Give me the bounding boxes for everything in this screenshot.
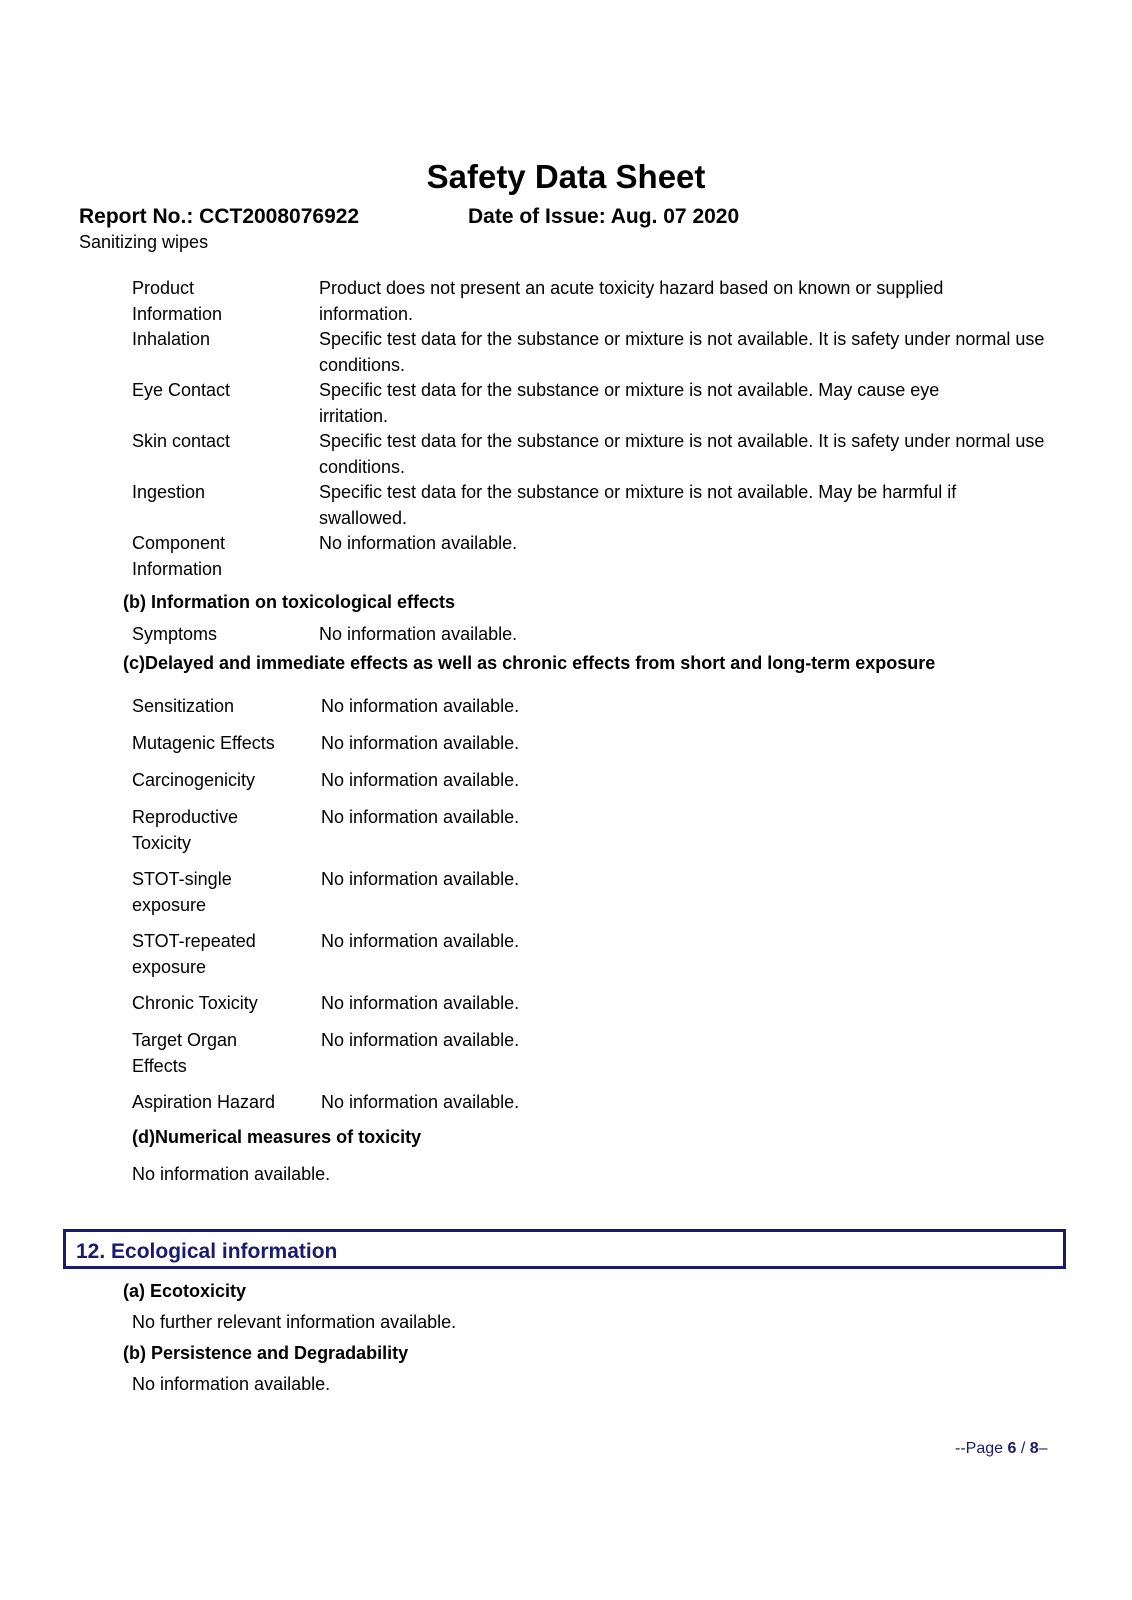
row-label: Eye Contact — [132, 380, 231, 400]
row-label: Carcinogenicity — [132, 770, 256, 790]
persistence-heading: (b) Persistence and Degradability — [123, 1343, 409, 1363]
row-value: No information available. — [319, 533, 518, 553]
row-label: Sensitization — [132, 696, 235, 716]
row-label: Chronic Toxicity — [132, 993, 258, 1013]
report-number: Report No.: CCT2008076922 — [79, 205, 360, 228]
chronic-effects-heading: (c)Delayed and immediate effects as well as chronic effects from short and long-term exposure — [123, 653, 936, 673]
page-total: 8 — [1029, 1440, 1039, 1457]
row-value: No information available. — [321, 1030, 520, 1050]
row-value: No information available. — [321, 931, 520, 951]
numerical-measures-heading: (d)Numerical measures of toxicity — [132, 1127, 422, 1147]
row-value: No information available. — [321, 770, 520, 790]
row-value: Specific test data for the substance or mixture is not available. It is safety under normal use conditions. — [319, 431, 1045, 477]
row-value: No information available. — [321, 807, 520, 827]
row-value: Product does not present an acute toxicity hazard based on known or supplied information. — [319, 278, 944, 324]
row-label: Ingestion — [132, 482, 206, 502]
row-value: No information available. — [321, 696, 520, 716]
row-value: No information available. — [321, 733, 520, 753]
row-label: Aspiration Hazard — [132, 1092, 276, 1112]
row-value: Specific test data for the substance or mixture is not available. May be harmful if swallowed. — [319, 482, 957, 528]
ecotoxicity-heading: (a) Ecotoxicity — [123, 1281, 247, 1301]
row-label: Target Organ Effects — [132, 1030, 238, 1076]
row-label: Reproductive Toxicity — [132, 807, 239, 853]
section-12-header — [63, 1229, 1066, 1269]
row-value: No information available. — [319, 624, 518, 644]
product-name: Sanitizing wipes — [79, 232, 209, 252]
page-footer — [955, 1440, 1048, 1458]
row-label: Skin contact — [132, 431, 231, 451]
row-label: Inhalation — [132, 329, 211, 349]
row-value: No information available. — [321, 869, 520, 889]
section-12-title: 12. Ecological information — [76, 1240, 338, 1263]
row-label: Symptoms — [132, 624, 218, 644]
row-label: Mutagenic Effects — [132, 733, 275, 753]
row-value: No information available. — [321, 1092, 520, 1112]
persistence-text: No information available. — [132, 1374, 331, 1394]
toxicological-effects-heading: (b) Information on toxicological effects — [123, 592, 456, 612]
row-value: No information available. — [321, 993, 520, 1013]
row-value: Specific test data for the substance or mixture is not available. May cause eye irritation. — [319, 380, 940, 426]
page-suffix: – — [1038, 1440, 1048, 1457]
row-value: Specific test data for the substance or mixture is not available. It is safety under normal use conditions. — [319, 329, 1045, 375]
ecotoxicity-text: No further relevant information available. — [132, 1312, 457, 1332]
page-prefix: --Page — [955, 1440, 1008, 1457]
date-of-issue: Date of Issue: Aug. 07 2020 — [468, 205, 740, 228]
page-separator: / — [1016, 1440, 1030, 1457]
document-title: Safety Data Sheet — [426, 158, 706, 195]
row-label: STOT-single exposure — [132, 869, 232, 915]
row-label: Component Information — [132, 533, 226, 579]
row-label: Product Information — [132, 278, 223, 324]
page-current: 6 — [1007, 1440, 1017, 1457]
numerical-measures-text: No information available. — [132, 1164, 331, 1184]
row-label: STOT-repeated exposure — [132, 931, 256, 977]
